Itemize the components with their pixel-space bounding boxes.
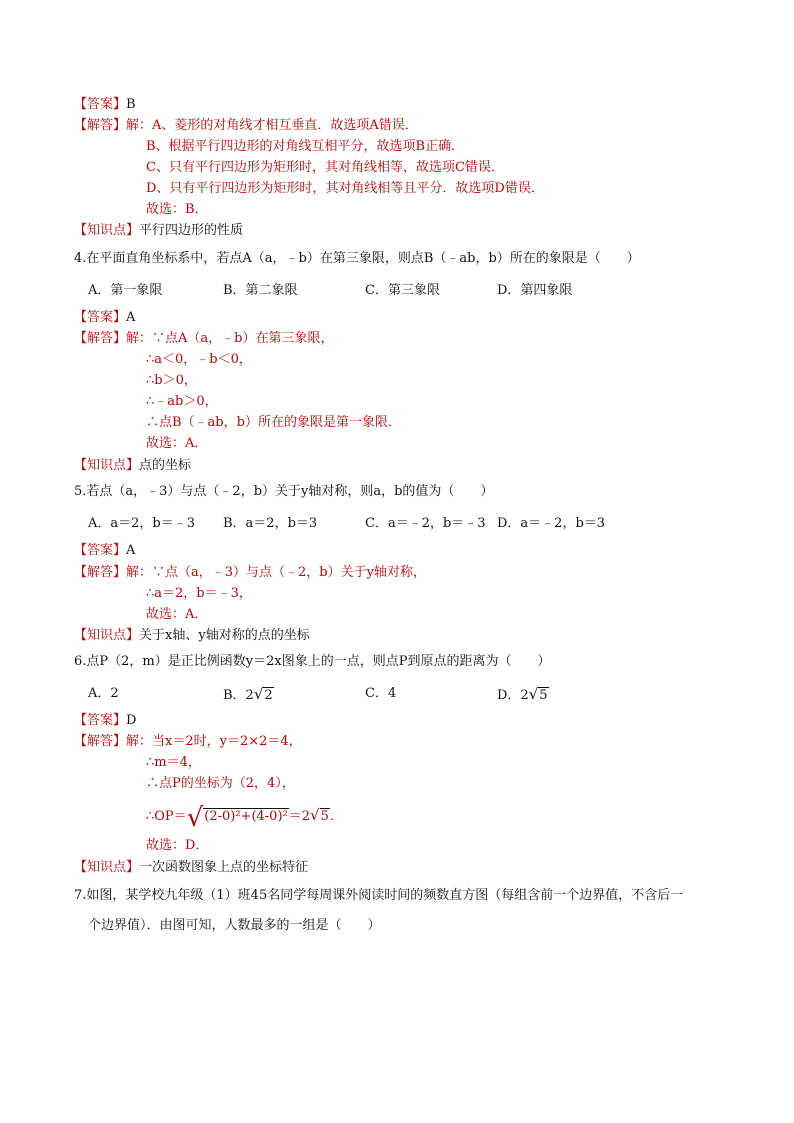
solution-line: ∴a＝2，b＝﹣3， bbox=[146, 586, 252, 601]
q7-stem-line1: 7.如图，某学校九年级（1）班45名同学每周课外阅读时间的频数直方图（每组含前一个边界值，不含后一 bbox=[74, 888, 684, 903]
solution-line: B、根据平行四边形的对角线互相平分，故选项B正确． bbox=[146, 139, 465, 154]
q4-option-b: B．第二象限 bbox=[223, 283, 298, 298]
solution-line: ∴点P的坐标为（2，4）， bbox=[146, 776, 295, 791]
q7-stem-line2: 个边界值）．由图可知，人数最多的一组是（ ） bbox=[88, 918, 381, 933]
radicand: (2-0)²+(4-0)² bbox=[204, 809, 288, 824]
option-prefix: D．2 bbox=[497, 688, 529, 703]
formula-end: ． bbox=[329, 809, 343, 824]
answer-value: A bbox=[126, 543, 136, 558]
q5-stem: 5.若点（a，﹣3）与点（﹣2，b）关于y轴对称，则a，b的值为（ ） bbox=[74, 484, 494, 499]
knowledge-tag: 【知识点】 bbox=[74, 860, 140, 875]
q5-option-d: D．a＝﹣2，b＝3 bbox=[497, 516, 606, 531]
q4-option-a: A．第一象限 bbox=[88, 283, 163, 298]
q5-answer-row bbox=[74, 541, 135, 561]
solution-line: 故选：D． bbox=[146, 838, 209, 853]
answer-value: A bbox=[126, 310, 136, 325]
solution-line: C、只有平行四边形为矩形时，其对角线相等，故选项C错误． bbox=[146, 160, 504, 175]
q3-answer-row bbox=[74, 95, 136, 115]
sqrt-symbol: √ bbox=[253, 685, 264, 703]
q4-option-d: D．第四象限 bbox=[497, 283, 573, 298]
q6-option-c: C．4 bbox=[365, 686, 397, 701]
solution-line: 故选：A． bbox=[146, 607, 208, 622]
q3-solution-row bbox=[74, 116, 418, 136]
solution-tag: 【解答】 bbox=[74, 734, 127, 749]
answer-tag: 【答案】 bbox=[74, 543, 127, 558]
knowledge-value: 点的坐标 bbox=[139, 458, 192, 473]
answer-tag: 【答案】 bbox=[74, 310, 127, 325]
solution-line-distance bbox=[146, 800, 343, 833]
knowledge-tag: 【知识点】 bbox=[74, 458, 140, 473]
sqrt-symbol: √ bbox=[528, 685, 539, 703]
answer-tag: 【答案】 bbox=[74, 713, 127, 728]
knowledge-value: 关于x轴、y轴对称的点的坐标 bbox=[139, 628, 310, 643]
solution-tag: 【解答】 bbox=[74, 331, 127, 346]
q5-solution-row bbox=[74, 563, 426, 583]
answer-value: D bbox=[126, 713, 137, 728]
sqrt-symbol: √ bbox=[186, 803, 204, 833]
q4-option-c: C．第三象限 bbox=[365, 283, 440, 298]
q6-stem: 6.点P（2，m）是正比例函数y＝2x图象上的一点，则点P到原点的距离为（ ） bbox=[74, 654, 551, 669]
q6-option-a: A．2 bbox=[88, 686, 119, 701]
solution-line: ∴点B（﹣ab，b）所在的象限是第一象限． bbox=[146, 415, 401, 430]
answer-value: B bbox=[126, 97, 136, 112]
q6-option-d bbox=[497, 684, 549, 706]
q6-answer-row bbox=[74, 711, 136, 731]
q4-solution-row bbox=[74, 329, 333, 349]
solution-line: ∴b＞0， bbox=[146, 373, 197, 388]
sqrt-symbol: √ bbox=[310, 806, 320, 824]
q4-answer-row bbox=[74, 308, 135, 328]
solution-line: D、只有平行四边形为矩形时，其对角线相等且平分．故选项D错误． bbox=[146, 181, 544, 196]
formula-mid: ＝2 bbox=[288, 809, 311, 824]
q3-knowledge-row bbox=[74, 221, 243, 241]
q6-solution-row bbox=[74, 732, 302, 752]
solution-line: ∴a＜0，﹣b＜0， bbox=[146, 352, 252, 367]
q5-option-b: B．a＝2，b＝3 bbox=[223, 516, 318, 531]
solution-line: 解：当x＝2时，y＝2×2＝4， bbox=[126, 734, 302, 749]
solution-line: 解：∵点A（a，﹣b）在第三象限， bbox=[126, 331, 334, 346]
knowledge-value: 一次函数图象上点的坐标特征 bbox=[139, 860, 309, 875]
solution-line: 解：∵点（a，﹣3）与点（﹣2，b）关于y轴对称， bbox=[126, 565, 426, 580]
radicand: 5 bbox=[320, 809, 329, 824]
radicand: 5 bbox=[539, 688, 548, 703]
q4-stem: 4.在平面直角坐标系中，若点A（a，﹣b）在第三象限，则点B（﹣ab，b）所在的象限是（ ） bbox=[74, 251, 640, 266]
solution-line: ∴m＝4， bbox=[146, 755, 201, 770]
knowledge-value: 平行四边形的性质 bbox=[139, 223, 244, 238]
formula-prefix: ∴OP＝ bbox=[146, 809, 187, 824]
solution-tag: 【解答】 bbox=[74, 118, 127, 133]
q6-option-b bbox=[223, 684, 274, 706]
option-prefix: B．2 bbox=[223, 688, 254, 703]
q5-knowledge-row bbox=[74, 626, 310, 646]
q5-option-a: A．a＝2，b＝﹣3 bbox=[88, 516, 196, 531]
solution-line: ∴﹣ab＞0， bbox=[146, 394, 218, 409]
q6-knowledge-row bbox=[74, 858, 308, 878]
answer-tag: 【答案】 bbox=[74, 97, 127, 112]
q5-option-c: C．a＝﹣2，b＝﹣3 bbox=[365, 516, 486, 531]
radicand: 2 bbox=[264, 688, 273, 703]
solution-line: 故选：B． bbox=[146, 202, 208, 217]
q4-knowledge-row bbox=[74, 456, 191, 476]
solution-line: 故选：A． bbox=[146, 436, 208, 451]
solution-tag: 【解答】 bbox=[74, 565, 127, 580]
knowledge-tag: 【知识点】 bbox=[74, 223, 140, 238]
knowledge-tag: 【知识点】 bbox=[74, 628, 140, 643]
solution-line: 解：A、菱形的对角线才相互垂直．故选项A错误． bbox=[126, 118, 418, 133]
